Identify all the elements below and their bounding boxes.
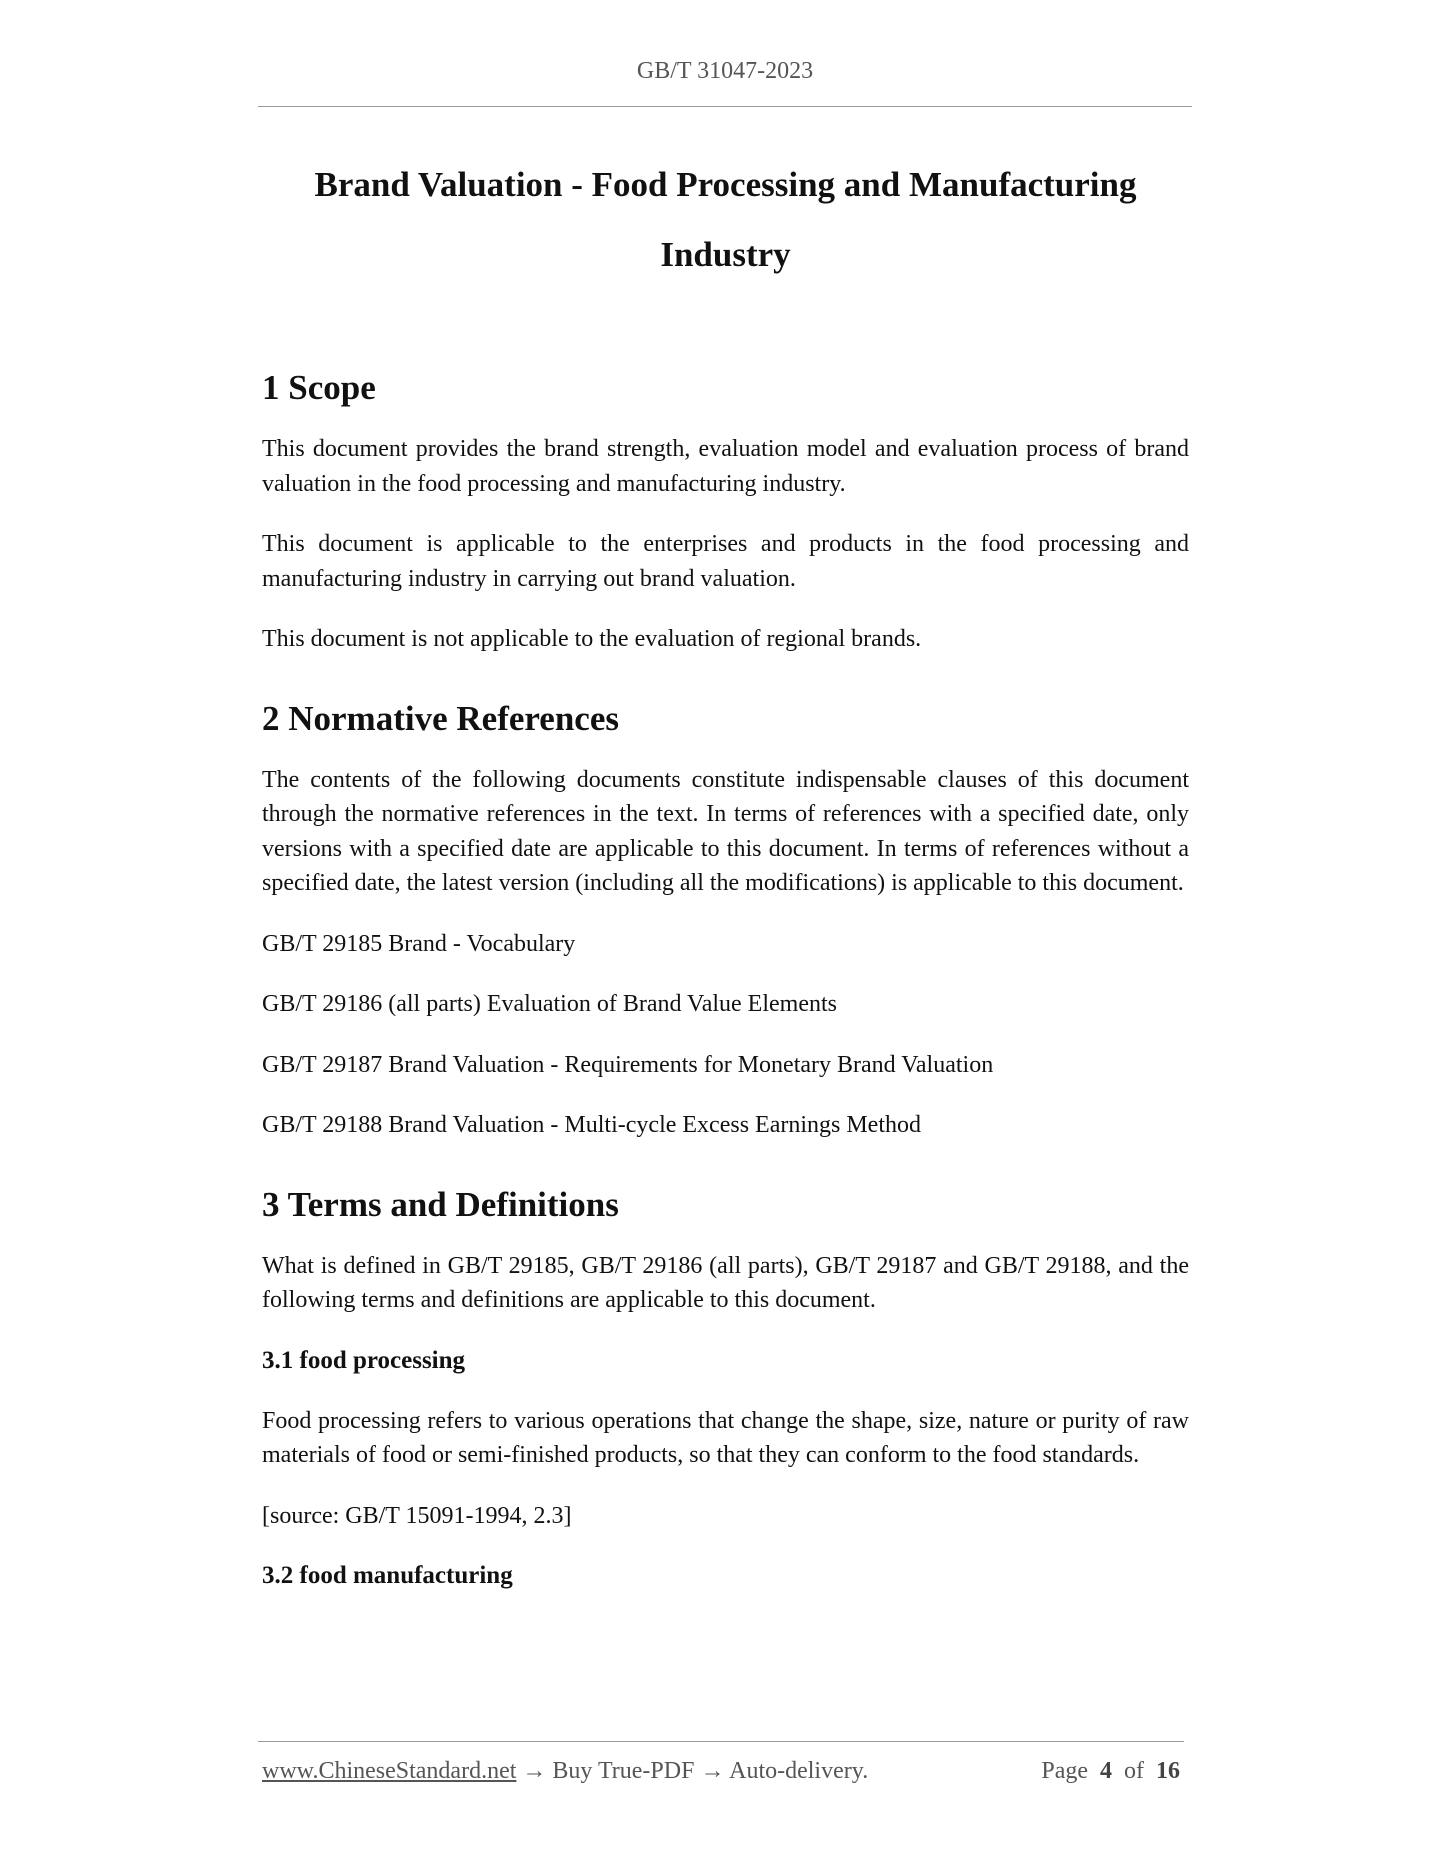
page-total: 16 [1156, 1758, 1180, 1784]
footer-tagline: → Buy True-PDF → Auto-delivery. [516, 1758, 869, 1784]
section-heading-scope: 1 Scope [262, 368, 376, 407]
footer-left [262, 1758, 868, 1785]
document-title-line1: Brand Valuation - Food Processing and Manufacturing [314, 165, 1137, 204]
terms-paragraph: What is defined in GB/T 29185, GB/T 29186 (all parts), GB/T 29187 and GB/T 29188, and the following terms and definitions are applicable to this document. [262, 1252, 1189, 1313]
term-source: [source: GB/T 15091-1994, 2.3] [262, 1502, 572, 1529]
term-definition-food-processing: Food processing refers to various operations that change the shape, size, nature or purity of raw materials of food or semi-finished products, so that they can conform to the food standards. [262, 1407, 1189, 1468]
reference-item: GB/T 29186 (all parts) Evaluation of Brand Value Elements [262, 991, 837, 1017]
scope-paragraph-2: This document is applicable to the enterprises and products in the food processing and manufacturing industry in carrying out brand valuation. [262, 531, 1189, 592]
section-heading-normative-references: 2 Normative References [262, 698, 619, 738]
page-footer [262, 1758, 1180, 1785]
term-heading-food-processing: 3.1 food processing [262, 1346, 466, 1374]
section-heading-terms: 3 Terms and Definitions [262, 1184, 619, 1224]
reference-item: GB/T 29188 Brand Valuation - Multi-cycle Excess Earnings Method [262, 1112, 922, 1138]
reference-item: GB/T 29187 Brand Valuation - Requirements for Monetary Brand Valuation [262, 1051, 994, 1078]
reference-item: GB/T 29185 Brand - Vocabulary [262, 930, 576, 957]
footer-divider [258, 1741, 1184, 1742]
header-divider [258, 106, 1192, 107]
term-heading-food-manufacturing: 3.2 food manufacturing [262, 1562, 513, 1589]
website-link[interactable]: www.ChineseStandard.net [262, 1758, 517, 1784]
document-body [262, 150, 1189, 1593]
running-header: GB/T 31047-2023 [636, 58, 814, 84]
page-current: 4 [1100, 1758, 1112, 1784]
document-title [262, 150, 1189, 290]
page-of: of [1124, 1758, 1144, 1784]
scope-paragraph-3: This document is not applicable to the evaluation of regional brands. [262, 626, 922, 652]
normative-paragraph: The contents of the following documents constitute indispensable clauses of this document through the normative references in the text. In terms of references with a specified date, only versions with a specified date are applicable to this document. In terms of references without a specified date, the latest version (including all the modifications) is applicable to this document. [262, 766, 1189, 896]
document-title-line2: Industry [660, 235, 791, 274]
scope-paragraph-1: This document provides the brand strength, evaluation model and evaluation process of brand valuation in the food processing and manufacturing industry. [262, 436, 1189, 497]
page-label: Page [1041, 1758, 1088, 1784]
page-number [1041, 1758, 1180, 1785]
